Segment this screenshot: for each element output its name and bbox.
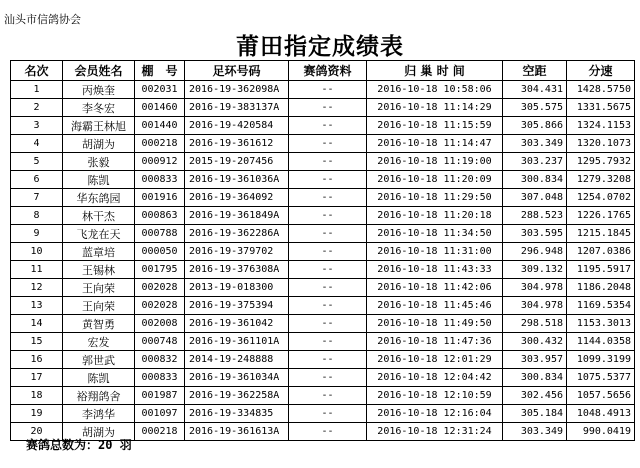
cell-rank: 3 — [11, 117, 63, 135]
total-count-label: 赛鸽总数为： — [26, 438, 99, 452]
cell-rank: 8 — [11, 207, 63, 225]
cell-return-time: 2016-10-18 12:10:59 — [367, 387, 503, 405]
table-row — [11, 225, 635, 243]
cell-pigeon-info: -- — [289, 99, 367, 117]
col-header-pigeon-info: 赛鸽资料 — [289, 61, 367, 81]
cell-distance: 303.595 — [503, 225, 567, 243]
cell-ring-no: 2016-19-383137A — [185, 99, 289, 117]
cell-speed: 1207.0386 — [567, 243, 635, 261]
cell-shed-no: 000912 — [135, 153, 185, 171]
table-row — [11, 171, 635, 189]
results-table — [10, 60, 635, 441]
table-row — [11, 243, 635, 261]
cell-return-time: 2016-10-18 11:20:18 — [367, 207, 503, 225]
cell-member-name: 华东鸽园 — [63, 189, 135, 207]
cell-rank: 20 — [11, 423, 63, 441]
cell-rank: 13 — [11, 297, 63, 315]
cell-shed-no: 002031 — [135, 81, 185, 99]
cell-shed-no: 001460 — [135, 99, 185, 117]
cell-return-time: 2016-10-18 11:31:00 — [367, 243, 503, 261]
cell-speed: 1099.3199 — [567, 351, 635, 369]
cell-return-time: 2016-10-18 11:34:50 — [367, 225, 503, 243]
cell-distance: 307.048 — [503, 189, 567, 207]
col-header-distance: 空距 — [503, 61, 567, 81]
cell-rank: 4 — [11, 135, 63, 153]
cell-shed-no: 001987 — [135, 387, 185, 405]
cell-speed: 1279.3208 — [567, 171, 635, 189]
table-row — [11, 81, 635, 99]
cell-distance: 305.866 — [503, 117, 567, 135]
table-header-row — [11, 61, 635, 81]
cell-shed-no: 000788 — [135, 225, 185, 243]
col-header-return-time: 归 巢 时 间 — [367, 61, 503, 81]
cell-distance: 304.431 — [503, 81, 567, 99]
cell-return-time: 2016-10-18 10:58:06 — [367, 81, 503, 99]
cell-return-time: 2016-10-18 12:01:29 — [367, 351, 503, 369]
table-row — [11, 405, 635, 423]
cell-pigeon-info: -- — [289, 135, 367, 153]
cell-speed: 1428.5750 — [567, 81, 635, 99]
cell-rank: 6 — [11, 171, 63, 189]
cell-pigeon-info: -- — [289, 117, 367, 135]
cell-ring-no: 2016-19-361034A — [185, 369, 289, 387]
cell-member-name: 王锡林 — [63, 261, 135, 279]
cell-rank: 19 — [11, 405, 63, 423]
col-header-shed-no: 棚 号 — [135, 61, 185, 81]
cell-member-name: 海霸王林旭 — [63, 117, 135, 135]
cell-pigeon-info: -- — [289, 369, 367, 387]
cell-distance: 300.834 — [503, 171, 567, 189]
cell-ring-no: 2016-19-361612 — [185, 135, 289, 153]
cell-return-time: 2016-10-18 12:31:24 — [367, 423, 503, 441]
cell-distance: 288.523 — [503, 207, 567, 225]
cell-speed: 1320.1073 — [567, 135, 635, 153]
table-row — [11, 261, 635, 279]
cell-shed-no: 000218 — [135, 135, 185, 153]
cell-return-time: 2016-10-18 11:49:50 — [367, 315, 503, 333]
cell-pigeon-info: -- — [289, 315, 367, 333]
cell-pigeon-info: -- — [289, 387, 367, 405]
cell-rank: 5 — [11, 153, 63, 171]
cell-ring-no: 2016-19-420584 — [185, 117, 289, 135]
cell-shed-no: 001795 — [135, 261, 185, 279]
cell-speed: 1048.4913 — [567, 405, 635, 423]
cell-distance: 305.184 — [503, 405, 567, 423]
cell-shed-no: 002028 — [135, 297, 185, 315]
cell-distance: 300.432 — [503, 333, 567, 351]
cell-member-name: 蓝章培 — [63, 243, 135, 261]
cell-rank: 7 — [11, 189, 63, 207]
cell-shed-no: 001097 — [135, 405, 185, 423]
cell-rank: 17 — [11, 369, 63, 387]
cell-member-name: 飞龙在天 — [63, 225, 135, 243]
table-row — [11, 153, 635, 171]
cell-distance: 303.349 — [503, 423, 567, 441]
cell-ring-no: 2016-19-376308A — [185, 261, 289, 279]
cell-return-time: 2016-10-18 12:04:42 — [367, 369, 503, 387]
table-row — [11, 279, 635, 297]
cell-return-time: 2016-10-18 11:19:00 — [367, 153, 503, 171]
cell-distance: 303.349 — [503, 135, 567, 153]
cell-distance: 296.948 — [503, 243, 567, 261]
cell-member-name: 郭世武 — [63, 351, 135, 369]
cell-rank: 15 — [11, 333, 63, 351]
cell-member-name: 李冬宏 — [63, 99, 135, 117]
cell-speed: 1195.5917 — [567, 261, 635, 279]
cell-speed: 1169.5354 — [567, 297, 635, 315]
cell-shed-no: 000863 — [135, 207, 185, 225]
cell-member-name: 林干杰 — [63, 207, 135, 225]
cell-return-time: 2016-10-18 11:45:46 — [367, 297, 503, 315]
cell-speed: 1057.5656 — [567, 387, 635, 405]
cell-ring-no: 2016-19-361849A — [185, 207, 289, 225]
cell-ring-no: 2016-19-362258A — [185, 387, 289, 405]
cell-pigeon-info: -- — [289, 423, 367, 441]
cell-distance: 298.518 — [503, 315, 567, 333]
cell-return-time: 2016-10-18 11:14:29 — [367, 99, 503, 117]
cell-speed: 1254.0702 — [567, 189, 635, 207]
cell-pigeon-info: -- — [289, 81, 367, 99]
cell-pigeon-info: -- — [289, 207, 367, 225]
cell-member-name: 王向荣 — [63, 297, 135, 315]
cell-distance: 309.132 — [503, 261, 567, 279]
organization-name: 汕头市信鸽协会 — [4, 13, 81, 26]
cell-pigeon-info: -- — [289, 333, 367, 351]
cell-shed-no: 000833 — [135, 171, 185, 189]
cell-speed: 1295.7932 — [567, 153, 635, 171]
cell-rank: 14 — [11, 315, 63, 333]
cell-pigeon-info: -- — [289, 171, 367, 189]
table-row — [11, 135, 635, 153]
cell-rank: 18 — [11, 387, 63, 405]
cell-shed-no: 000218 — [135, 423, 185, 441]
cell-pigeon-info: -- — [289, 261, 367, 279]
cell-return-time: 2016-10-18 11:15:59 — [367, 117, 503, 135]
cell-ring-no: 2016-19-375394 — [185, 297, 289, 315]
cell-pigeon-info: -- — [289, 351, 367, 369]
cell-speed: 1331.5675 — [567, 99, 635, 117]
cell-member-name: 宏发 — [63, 333, 135, 351]
col-header-ring-no: 足环号码 — [185, 61, 289, 81]
cell-distance: 304.978 — [503, 279, 567, 297]
cell-shed-no: 002028 — [135, 279, 185, 297]
cell-member-name: 张毅 — [63, 153, 135, 171]
cell-ring-no: 2016-19-361101A — [185, 333, 289, 351]
cell-member-name: 丙焕奎 — [63, 81, 135, 99]
cell-pigeon-info: -- — [289, 279, 367, 297]
cell-rank: 12 — [11, 279, 63, 297]
cell-rank: 10 — [11, 243, 63, 261]
cell-distance: 302.456 — [503, 387, 567, 405]
cell-member-name: 李鸿华 — [63, 405, 135, 423]
table-row — [11, 189, 635, 207]
cell-ring-no: 2016-19-334835 — [185, 405, 289, 423]
table-row — [11, 207, 635, 225]
cell-ring-no: 2014-19-248888 — [185, 351, 289, 369]
cell-distance: 303.957 — [503, 351, 567, 369]
cell-speed: 1324.1153 — [567, 117, 635, 135]
cell-ring-no: 2016-19-362098A — [185, 81, 289, 99]
cell-ring-no: 2016-19-364092 — [185, 189, 289, 207]
table-body — [11, 81, 635, 441]
cell-shed-no: 000833 — [135, 369, 185, 387]
cell-speed: 1186.2048 — [567, 279, 635, 297]
table-row — [11, 369, 635, 387]
cell-member-name: 裕翔鸽舍 — [63, 387, 135, 405]
cell-pigeon-info: -- — [289, 243, 367, 261]
page-title: 莆田指定成绩表 — [236, 33, 404, 60]
cell-distance: 303.237 — [503, 153, 567, 171]
table-row — [11, 333, 635, 351]
cell-speed: 1153.3013 — [567, 315, 635, 333]
table-row — [11, 99, 635, 117]
cell-shed-no: 000748 — [135, 333, 185, 351]
table-row — [11, 117, 635, 135]
total-count-value: 20 羽 — [98, 438, 132, 452]
cell-speed: 990.0419 — [567, 423, 635, 441]
cell-pigeon-info: -- — [289, 225, 367, 243]
cell-ring-no: 2016-19-361613A — [185, 423, 289, 441]
cell-rank: 9 — [11, 225, 63, 243]
col-header-member-name: 会员姓名 — [63, 61, 135, 81]
cell-return-time: 2016-10-18 11:29:50 — [367, 189, 503, 207]
cell-member-name: 黄智勇 — [63, 315, 135, 333]
cell-shed-no: 000832 — [135, 351, 185, 369]
cell-distance: 304.978 — [503, 297, 567, 315]
cell-return-time: 2016-10-18 11:20:09 — [367, 171, 503, 189]
cell-return-time: 2016-10-18 11:14:47 — [367, 135, 503, 153]
cell-pigeon-info: -- — [289, 189, 367, 207]
cell-return-time: 2016-10-18 11:47:36 — [367, 333, 503, 351]
cell-speed: 1226.1765 — [567, 207, 635, 225]
total-count — [26, 437, 132, 453]
cell-shed-no: 002008 — [135, 315, 185, 333]
cell-rank: 16 — [11, 351, 63, 369]
cell-ring-no: 2015-19-207456 — [185, 153, 289, 171]
cell-pigeon-info: -- — [289, 405, 367, 423]
cell-return-time: 2016-10-18 11:43:33 — [367, 261, 503, 279]
cell-speed: 1144.0358 — [567, 333, 635, 351]
table-row — [11, 315, 635, 333]
cell-ring-no: 2016-19-362286A — [185, 225, 289, 243]
cell-shed-no: 000050 — [135, 243, 185, 261]
cell-shed-no: 001440 — [135, 117, 185, 135]
col-header-speed: 分速 — [567, 61, 635, 81]
cell-member-name: 胡湖为 — [63, 135, 135, 153]
cell-ring-no: 2016-19-361042 — [185, 315, 289, 333]
table-row — [11, 351, 635, 369]
cell-pigeon-info: -- — [289, 153, 367, 171]
cell-rank: 11 — [11, 261, 63, 279]
cell-rank: 1 — [11, 81, 63, 99]
table-row — [11, 387, 635, 405]
cell-member-name: 王向荣 — [63, 279, 135, 297]
table-row — [11, 297, 635, 315]
cell-member-name: 胡湖为 — [63, 423, 135, 441]
cell-return-time: 2016-10-18 12:16:04 — [367, 405, 503, 423]
cell-distance: 305.575 — [503, 99, 567, 117]
cell-member-name: 陈凯 — [63, 171, 135, 189]
cell-ring-no: 2013-19-018300 — [185, 279, 289, 297]
cell-member-name: 陈凯 — [63, 369, 135, 387]
col-header-rank: 名次 — [11, 61, 63, 81]
cell-ring-no: 2016-19-361036A — [185, 171, 289, 189]
cell-distance: 300.834 — [503, 369, 567, 387]
cell-rank: 2 — [11, 99, 63, 117]
cell-return-time: 2016-10-18 11:42:06 — [367, 279, 503, 297]
cell-speed: 1075.5377 — [567, 369, 635, 387]
cell-pigeon-info: -- — [289, 297, 367, 315]
cell-ring-no: 2016-19-379702 — [185, 243, 289, 261]
cell-shed-no: 001916 — [135, 189, 185, 207]
cell-speed: 1215.1845 — [567, 225, 635, 243]
